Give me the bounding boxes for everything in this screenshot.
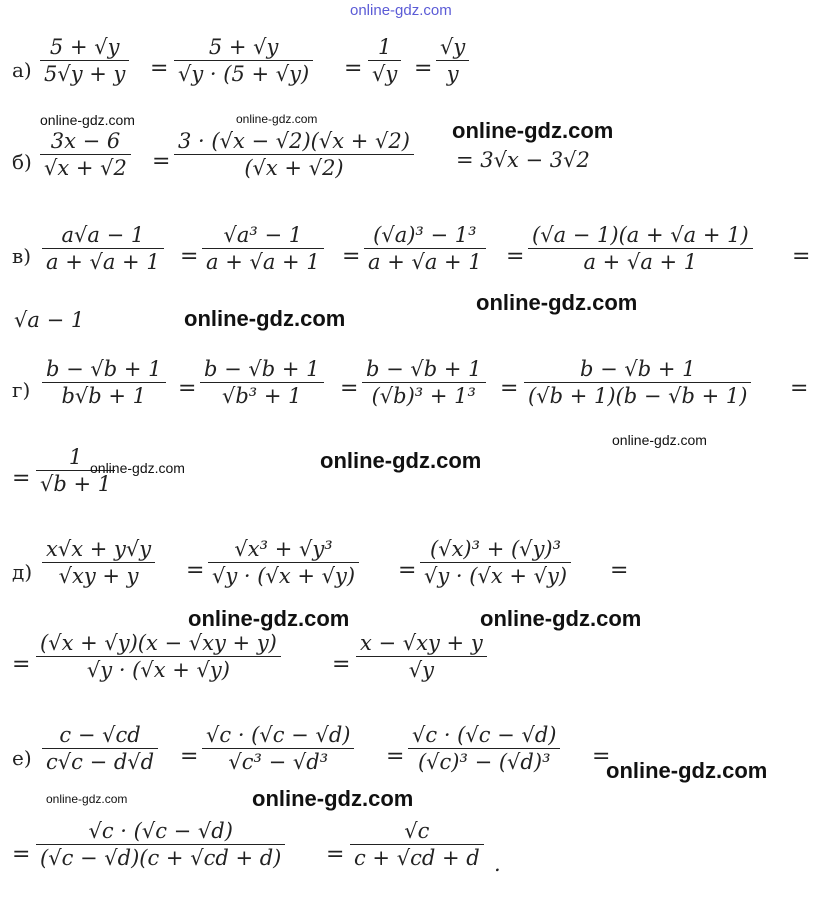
watermark[interactable]: online-gdz.com — [476, 290, 638, 315]
equals-sign: = — [326, 842, 345, 867]
watermark[interactable]: online-gdz.com — [452, 118, 614, 143]
equals-sign: = — [398, 558, 417, 583]
b-frac-2-den: (√x + √2) — [244, 156, 344, 181]
label-b: б) — [12, 150, 32, 174]
v-frac-2 — [202, 222, 324, 275]
watermark[interactable]: online-gdz.com — [40, 112, 135, 128]
a-frac-3-num: 1 — [377, 35, 392, 59]
watermark[interactable]: online-gdz.com — [188, 606, 350, 631]
a-frac-2-num: 5 + √y — [208, 35, 279, 59]
v-frac-2-num: √a³ − 1 — [223, 223, 303, 247]
v-frac-1 — [42, 222, 164, 275]
equals-sign: = — [152, 149, 171, 174]
watermark[interactable]: online-gdz.com — [606, 758, 768, 783]
d-frac-3-num: (√x)³ + (√y)³ — [430, 537, 562, 561]
e-frac-3 — [408, 722, 560, 775]
equals-sign: = — [386, 744, 405, 769]
g-frac-1-num: b − √b + 1 — [46, 357, 162, 381]
watermark[interactable]: online-gdz.com — [252, 786, 414, 811]
g-result-num: 1 — [68, 445, 83, 469]
g-frac-2-den: √b³ + 1 — [221, 384, 302, 409]
b-frac-1-num: 3x − 6 — [50, 129, 121, 153]
watermark[interactable]: online-gdz.com — [236, 112, 318, 126]
e-result-1 — [36, 818, 285, 871]
equals-sign: = — [186, 558, 205, 583]
watermark[interactable]: online-gdz.com — [184, 306, 346, 331]
equals-sign: = — [342, 244, 361, 269]
e-frac-3-den: (√c)³ − (√d)³ — [417, 750, 551, 775]
g-frac-4-den: (√b + 1)(b − √b + 1) — [528, 384, 748, 409]
equals-sign: = — [340, 376, 359, 401]
equals-sign: = — [180, 244, 199, 269]
v-frac-1-den: a + √a + 1 — [46, 250, 160, 275]
a-frac-4-den: y — [446, 62, 459, 87]
label-e: е) — [12, 746, 32, 770]
b-frac-2 — [174, 128, 414, 181]
v-frac-4-num: (√a − 1)(a + √a + 1) — [532, 223, 749, 247]
a-frac-4-num: √y — [440, 35, 466, 59]
g-frac-2 — [200, 356, 324, 409]
e-frac-1 — [42, 722, 158, 775]
g-frac-3 — [362, 356, 486, 409]
v-frac-4-den: a + √a + 1 — [583, 250, 698, 275]
a-frac-1 — [40, 34, 129, 87]
label-g: г) — [12, 378, 31, 402]
e-result-2 — [350, 818, 484, 871]
d-frac-3-den: √y · (√x + √y) — [424, 564, 568, 589]
d-result-2-den: √y — [408, 658, 434, 683]
equals-sign: = — [12, 842, 31, 867]
equals-sign: = — [790, 376, 809, 401]
watermark[interactable]: online-gdz.com — [320, 448, 482, 473]
equals-sign: = — [332, 652, 351, 677]
d-frac-1 — [42, 536, 155, 589]
d-frac-2-num: √x³ + √y³ — [234, 537, 333, 561]
equals-sign: = — [506, 244, 525, 269]
watermark-top[interactable]: online-gdz.com — [350, 2, 452, 19]
equals-sign: = — [414, 56, 433, 81]
d-frac-1-num: x√x + y√y — [46, 537, 152, 561]
a-frac-1-num: 5 + √y — [49, 35, 120, 59]
label-d: д) — [12, 560, 33, 584]
e-result-2-num: √c — [404, 819, 430, 843]
equals-sign: = — [592, 744, 611, 769]
d-frac-3 — [420, 536, 571, 589]
d-result-1-den: √y · (√x + √y) — [86, 658, 230, 683]
equals-sign: = — [12, 652, 31, 677]
label-a: а) — [12, 58, 32, 82]
e-frac-3-num: √c · (√c − √d) — [412, 723, 557, 747]
e-result-1-num: √c · (√c − √d) — [88, 819, 233, 843]
e-result-2-den: c + √cd + d — [354, 846, 480, 871]
g-frac-3-den: (√b)³ + 1³ — [371, 384, 476, 409]
d-frac-2 — [208, 536, 359, 589]
v-frac-2-den: a + √a + 1 — [206, 250, 320, 275]
g-frac-1 — [42, 356, 166, 409]
g-result-den: √b + 1 — [40, 472, 112, 497]
e-frac-2 — [202, 722, 354, 775]
d-frac-2-den: √y · (√x + √y) — [212, 564, 356, 589]
g-frac-1-den: b√b + 1 — [61, 384, 147, 409]
label-v: в) — [12, 244, 32, 268]
g-frac-4-num: b − √b + 1 — [579, 357, 696, 381]
g-frac-2-num: b − √b + 1 — [204, 357, 320, 381]
e-frac-2-den: √c³ − √d³ — [228, 750, 329, 775]
v-frac-4 — [528, 222, 753, 275]
a-frac-4 — [436, 34, 469, 87]
a-frac-3-den: √y — [372, 62, 398, 87]
b-frac-1 — [40, 128, 131, 181]
d-result-1-num: (√x + √y)(x − √xy + y) — [40, 631, 277, 655]
watermark[interactable]: online-gdz.com — [612, 432, 707, 448]
equals-sign: = — [344, 56, 363, 81]
b-frac-2-num: 3 · (√x − √2)(√x + √2) — [178, 129, 410, 153]
equals-sign: = — [792, 244, 811, 269]
v-frac-1-num: a√a − 1 — [61, 223, 145, 247]
a-frac-2 — [174, 34, 313, 87]
v-frac-3-den: a + √a + 1 — [368, 250, 482, 275]
equals-sign: = — [178, 376, 197, 401]
e-result-1-den: (√c − √d)(c + √cd + d) — [40, 846, 282, 871]
b-frac-1-den: √x + √2 — [44, 156, 127, 181]
g-frac-3-num: b − √b + 1 — [366, 357, 482, 381]
v-frac-3-num: (√a)³ − 1³ — [373, 223, 477, 247]
e-frac-2-num: √c · (√c − √d) — [206, 723, 351, 747]
e-frac-1-num: c − √cd — [59, 723, 141, 747]
a-frac-2-den: √y · (5 + √y) — [178, 62, 310, 87]
d-frac-1-den: √xy + y — [58, 564, 139, 589]
equals-sign: = — [12, 466, 31, 491]
final-period: . — [494, 852, 501, 876]
equals-sign: = — [180, 744, 199, 769]
b-result: = 3√x − 3√2 — [456, 148, 590, 172]
d-result-2 — [356, 630, 487, 683]
equals-sign: = — [150, 56, 169, 81]
watermark[interactable]: online-gdz.com — [46, 792, 128, 806]
v-frac-3 — [364, 222, 486, 275]
watermark[interactable]: online-gdz.com — [90, 460, 185, 476]
a-frac-1-den: 5√y + y — [44, 62, 126, 87]
equals-sign: = — [500, 376, 519, 401]
g-frac-4 — [524, 356, 751, 409]
watermark[interactable]: online-gdz.com — [480, 606, 642, 631]
e-frac-1-den: c√c − d√d — [46, 750, 155, 775]
v-result: √a − 1 — [14, 308, 85, 332]
d-result-1 — [36, 630, 281, 683]
a-frac-3 — [368, 34, 401, 87]
d-result-2-num: x − √xy + y — [360, 631, 483, 655]
equals-sign: = — [610, 558, 629, 583]
